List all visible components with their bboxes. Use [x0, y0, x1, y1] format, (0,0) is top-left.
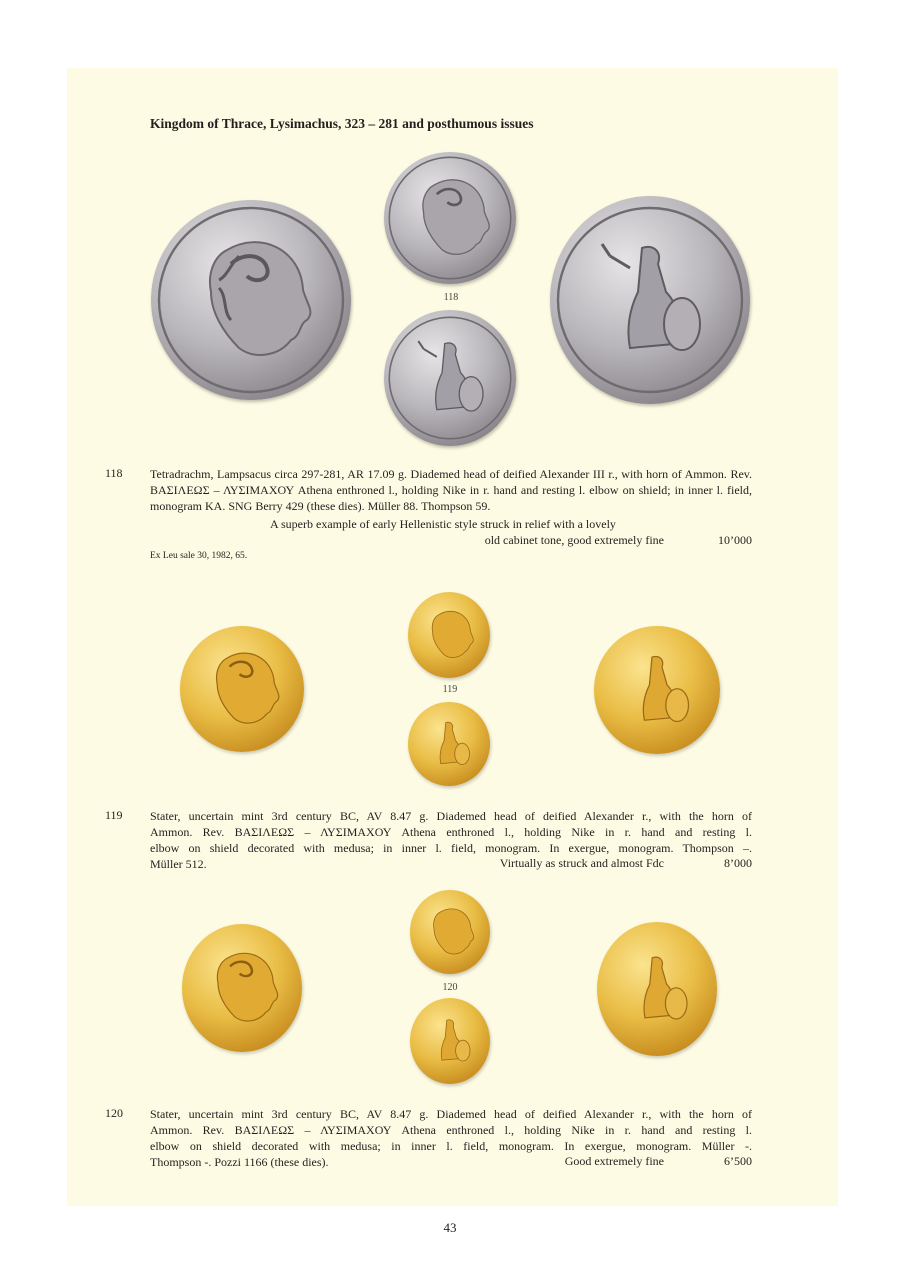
lot-120-estimate: 6’500 [724, 1154, 752, 1168]
lot-120-line-3: elbow on shield decorated with medusa; in inner l. field, monogram. In exergue, monogram. Müller -. [150, 1139, 752, 1153]
lot-120-obverse-enlarged [182, 924, 302, 1052]
lot-119-line-1: Stater, uncertain mint 3rd century BC, AV 8.47 g. Diademed head of deified Alexander r., with the horn of [150, 809, 752, 823]
lot-118-reverse [384, 310, 516, 446]
lot-119-reverse-enlarged [594, 626, 720, 754]
alexander-head-icon [182, 924, 302, 1052]
alexander-head-icon [151, 200, 351, 400]
lot-118-grade: old cabinet tone, good extremely fine [484, 533, 664, 547]
alexander-head-icon [180, 626, 304, 752]
lot-120-number: 120 [105, 1106, 123, 1120]
lot-119-line-4: Müller 512. [150, 857, 207, 871]
alexander-head-icon [410, 890, 490, 974]
lot-118-description: Tetradrachm, Lampsacus circa 297-281, AR 17.09 g. Diademed head of deified Alexander III r., with horn of Ammon. Rev. ΒΑΣΙΛΕΩΣ – ΛΥΣΙΜΑΧΟΥ Athena enthroned l., holding Nike in r. hand and resting l. elbow on shield; in inner l. field, monogram KA. SNG Berry 429 (these dies). Müller 88. Thompson 59. [150, 467, 752, 513]
alexander-head-icon [384, 152, 516, 284]
athena-enthroned-icon [550, 196, 750, 404]
athena-enthroned-icon [408, 702, 490, 786]
lot-119-line-3: elbow on shield decorated with medusa; in inner l. field, monogram. In exergue, monogram. Thompson –. [150, 841, 752, 855]
lot-120-obverse [410, 890, 490, 974]
lot-118-note: A superb example of early Hellenistic style struck in relief with a lovely [270, 517, 616, 531]
lot-118-image-label: 118 [443, 292, 459, 303]
athena-enthroned-icon [410, 998, 490, 1084]
lot-119-line-2: Ammon. Rev. ΒΑΣΙΛΕΩΣ – ΛΥΣΙΜΑΧΟΥ Athena enthroned l., holding Nike in r. hand and resting l. [150, 825, 752, 839]
lot-118-provenance: Ex Leu sale 30, 1982, 65. [150, 551, 248, 561]
lot-119-obverse-enlarged [180, 626, 304, 752]
lot-120-grade: Good extremely fine [564, 1154, 664, 1168]
lot-118-reverse-enlarged [550, 196, 750, 404]
lot-120-image-label: 120 [442, 982, 458, 993]
athena-enthroned-icon [597, 922, 717, 1056]
lot-119-grade: Virtually as struck and almost Fdc [499, 856, 664, 870]
lot-118-obverse-enlarged [151, 200, 351, 400]
page-number: 43 [443, 1220, 457, 1235]
alexander-head-icon [408, 592, 490, 678]
lot-120-line-4: Thompson -. Pozzi 1166 (these dies). [150, 1155, 329, 1169]
lot-120-line-2: Ammon. Rev. ΒΑΣΙΛΕΩΣ – ΛΥΣΙΜΑΧΟΥ Athena enthroned l., holding Nike in r. hand and resting l. [150, 1123, 752, 1137]
lot-120-reverse-enlarged [597, 922, 717, 1056]
lot-119-reverse [408, 702, 490, 786]
athena-enthroned-icon [384, 310, 516, 446]
lot-119-image-label: 119 [442, 684, 458, 695]
lot-118-number: 118 [105, 466, 123, 480]
athena-enthroned-icon [594, 626, 720, 754]
lot-119-estimate: 8’000 [724, 856, 752, 870]
lot-118-obverse [384, 152, 516, 284]
lot-120-reverse [410, 998, 490, 1084]
lot-119-number: 119 [105, 808, 123, 822]
lot-118-estimate: 10’000 [718, 533, 752, 547]
section-heading: Kingdom of Thrace, Lysimachus, 323 – 281 and posthumous issues [150, 116, 534, 131]
lot-120-line-1: Stater, uncertain mint 3rd century BC, AV 8.47 g. Diademed head of deified Alexander r., with the horn of [150, 1107, 752, 1121]
lot-119-obverse [408, 592, 490, 678]
